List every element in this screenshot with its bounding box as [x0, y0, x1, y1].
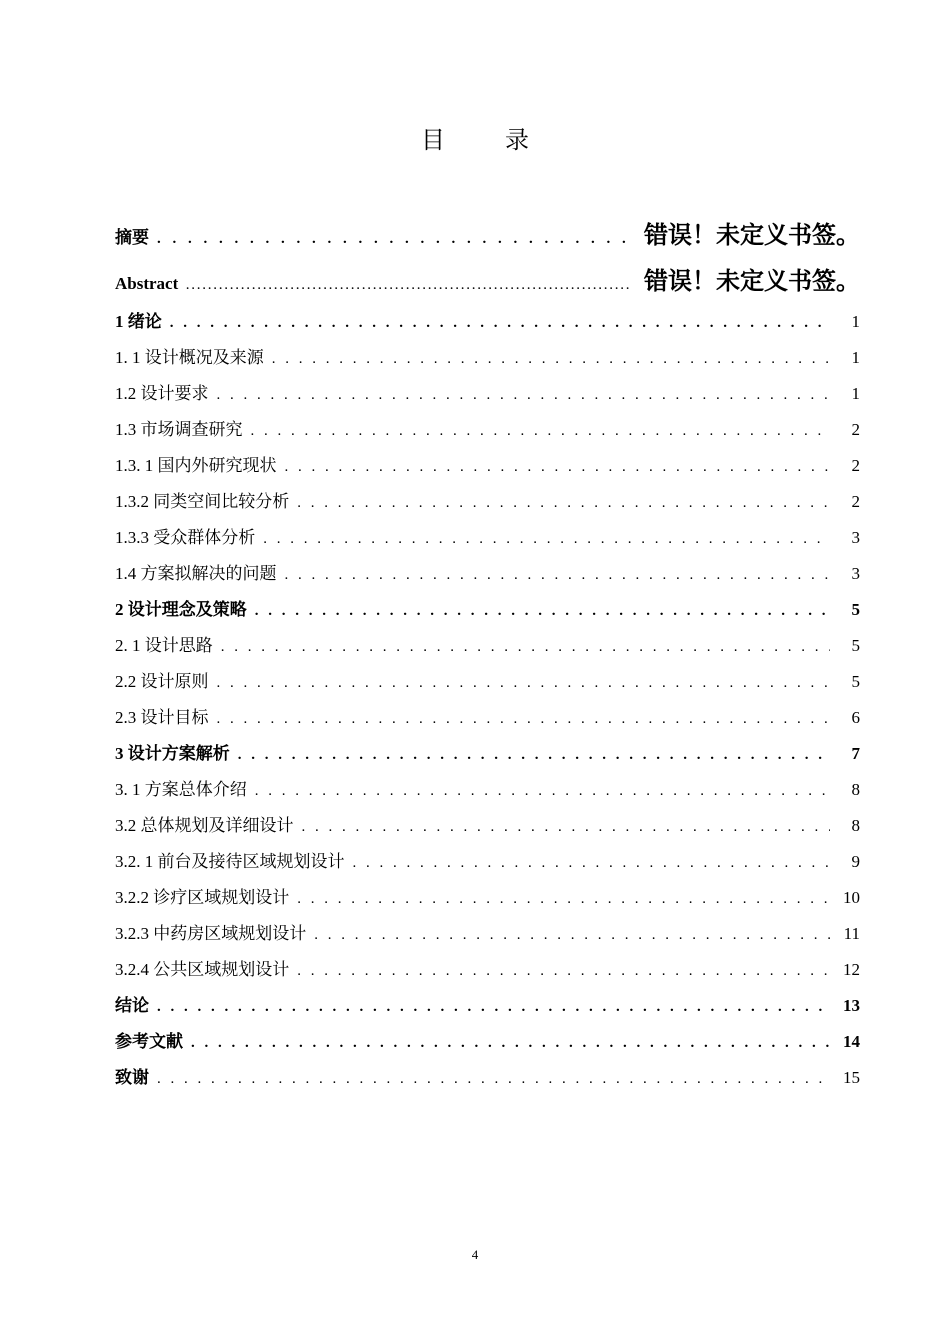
toc-entry[interactable]: [115, 844, 860, 880]
dot-leader: [217, 701, 831, 736]
toc-entry-label: 参考文献: [115, 1032, 183, 1051]
toc-entry-label: 3.2.3 中药房区域规划设计: [115, 924, 307, 943]
toc-entry[interactable]: [115, 448, 860, 484]
toc-title: 目 录: [421, 126, 547, 154]
toc-entry-label: 1 绪论: [115, 312, 162, 331]
toc-entry-page: 13: [843, 996, 860, 1015]
toc-entry[interactable]: [115, 880, 860, 916]
dot-leader: [297, 953, 830, 988]
dot-leader: [157, 216, 630, 258]
dot-leader: [263, 521, 830, 556]
toc-entry-label: 3.2 总体规划及详细设计: [115, 816, 294, 835]
dot-leader: [251, 413, 831, 448]
toc-entry-page: 6: [851, 708, 860, 727]
table-of-contents: [115, 212, 860, 1096]
toc-entry[interactable]: [115, 376, 860, 412]
toc-entry-label: 1.3.2 同类空间比较分析: [115, 492, 290, 511]
toc-entry-acknowledgements[interactable]: [115, 1060, 860, 1096]
toc-entry-page: 2: [851, 420, 860, 439]
toc-entry[interactable]: [115, 484, 860, 520]
dot-leader: [157, 1061, 830, 1096]
dot-leader: [170, 305, 830, 340]
toc-entry-label: 3.2. 1 前台及接待区域规划设计: [115, 852, 345, 871]
toc-entry[interactable]: [115, 556, 860, 592]
toc-entry-label: 2. 1 设计思路: [115, 636, 213, 655]
dot-leader: [297, 881, 830, 916]
toc-entry-label: 2.2 设计原则: [115, 672, 209, 691]
toc-entry-page: 2: [851, 456, 860, 475]
dot-leader: [217, 665, 831, 700]
toc-entry-abstract-en[interactable]: [115, 258, 860, 304]
toc-entry[interactable]: [115, 772, 860, 808]
dot-leader: [285, 449, 831, 484]
page-number: 4: [471, 1247, 479, 1262]
toc-entry-page: 5: [851, 636, 860, 655]
toc-entry-label: 1.3.3 受众群体分析: [115, 528, 256, 547]
dot-leader: [191, 1025, 830, 1060]
toc-entry-label: 致谢: [115, 1068, 149, 1087]
toc-entry-page: 15: [843, 1068, 860, 1087]
toc-entry[interactable]: [115, 808, 860, 844]
toc-entry-page: 14: [843, 1032, 860, 1051]
toc-entry-conclusion[interactable]: [115, 988, 860, 1024]
toc-entry-chapter-2[interactable]: [115, 592, 860, 628]
dot-leader: [297, 485, 830, 520]
toc-entry-chapter-3[interactable]: [115, 736, 860, 772]
dot-leader: [255, 593, 830, 628]
dot-leader: [255, 773, 830, 808]
dot-leader: [272, 341, 830, 376]
dot-leader: [314, 917, 830, 952]
dot-leader: [285, 557, 831, 592]
dot-leader: [221, 629, 830, 664]
toc-entry-label: 摘要: [115, 228, 149, 247]
toc-entry-label: 1. 1 设计概况及来源: [115, 348, 264, 367]
toc-entry-page: 3: [851, 528, 860, 547]
toc-entry-abstract-cn[interactable]: [115, 212, 860, 258]
toc-entry-label: 1.4 方案拟解决的问题: [115, 564, 277, 583]
toc-entry-page: 11: [843, 924, 860, 943]
toc-entry-label: 结论: [115, 996, 149, 1015]
toc-entry-chapter-1[interactable]: [115, 304, 860, 340]
toc-entry[interactable]: [115, 952, 860, 988]
toc-entry-page: 7: [851, 744, 860, 763]
dot-leader: [186, 263, 630, 304]
toc-entry-label: 3.2.2 诊疗区域规划设计: [115, 888, 290, 907]
toc-entry-page: 2: [851, 492, 860, 511]
toc-entry-page: 9: [851, 852, 860, 871]
toc-entry-page: 12: [843, 960, 860, 979]
toc-entry[interactable]: [115, 340, 860, 376]
dot-leader: [302, 809, 831, 844]
toc-entry-label: 3. 1 方案总体介绍: [115, 780, 247, 799]
toc-entry[interactable]: [115, 628, 860, 664]
toc-entry[interactable]: [115, 664, 860, 700]
toc-entry-label: 1.3 市场调查研究: [115, 420, 243, 439]
toc-entry-page: 8: [851, 780, 860, 799]
toc-entry-page: 10: [843, 888, 860, 907]
toc-entry[interactable]: [115, 520, 860, 556]
toc-entry-references[interactable]: [115, 1024, 860, 1060]
toc-entry-page: 3: [851, 564, 860, 583]
toc-entry-page: 1: [851, 348, 860, 367]
toc-entry-label: 2 设计理念及策略: [115, 600, 247, 619]
toc-entry[interactable]: [115, 700, 860, 736]
toc-entry-label: 3.2.4 公共区域规划设计: [115, 960, 290, 979]
dot-leader: [217, 377, 831, 412]
toc-entry-label: 2.3 设计目标: [115, 708, 209, 727]
toc-entry-label: Abstract: [115, 274, 179, 293]
toc-entry[interactable]: [115, 916, 860, 952]
dot-leader: [157, 989, 830, 1024]
toc-entry-page: 5: [851, 672, 860, 691]
toc-entry-page: 1: [851, 312, 860, 331]
toc-entry-label: 1.2 设计要求: [115, 384, 209, 403]
toc-entry-label: 1.3. 1 国内外研究现状: [115, 456, 277, 475]
dot-leader: [238, 737, 830, 772]
toc-entry[interactable]: [115, 412, 860, 448]
toc-entry-page: 1: [851, 384, 860, 403]
dot-leader: [353, 845, 831, 880]
toc-entry-page: 错误！未定义书签。: [644, 267, 860, 295]
toc-entry-page: 5: [851, 600, 860, 619]
toc-entry-page: 错误！未定义书签。: [644, 221, 860, 249]
toc-entry-label: 3 设计方案解析: [115, 744, 230, 763]
toc-entry-page: 8: [851, 816, 860, 835]
